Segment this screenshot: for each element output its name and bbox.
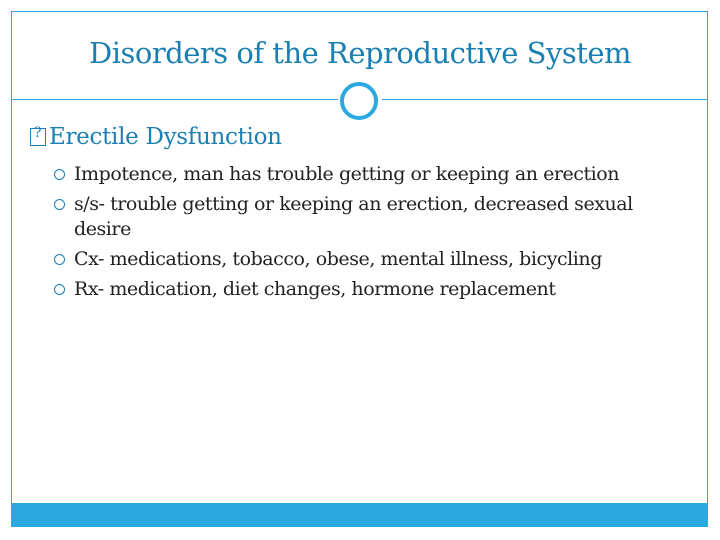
bullet-ring-icon	[54, 169, 65, 180]
title-divider-left	[12, 99, 338, 100]
bullet-ring-icon	[54, 254, 65, 265]
slide-title: Disorders of the Reproductive System	[88, 36, 632, 70]
bullet-ring-icon	[54, 284, 65, 295]
list-item-text: Rx- medication, diet changes, hormone replacement	[74, 278, 556, 300]
list-item-text: Impotence, man has trouble getting or keeping an erection	[74, 163, 620, 185]
title-divider-right	[382, 99, 708, 100]
list-item	[54, 247, 674, 272]
list-item	[54, 192, 674, 242]
list-item-text: Cx- medications, tobacco, obese, mental illness, bicycling	[74, 248, 602, 270]
divider-ring-icon	[340, 82, 378, 120]
missing-glyph-icon	[30, 128, 46, 146]
footer-bar	[12, 503, 708, 526]
section-heading-text: Erectile Dysfunction	[49, 124, 282, 150]
bullet-list	[54, 162, 674, 307]
section-heading	[30, 124, 282, 150]
list-item-text: s/s- trouble getting or keeping an erection, decreased sexual desire	[74, 193, 633, 240]
bullet-ring-icon	[54, 199, 65, 210]
list-item	[54, 277, 674, 302]
list-item	[54, 162, 674, 187]
